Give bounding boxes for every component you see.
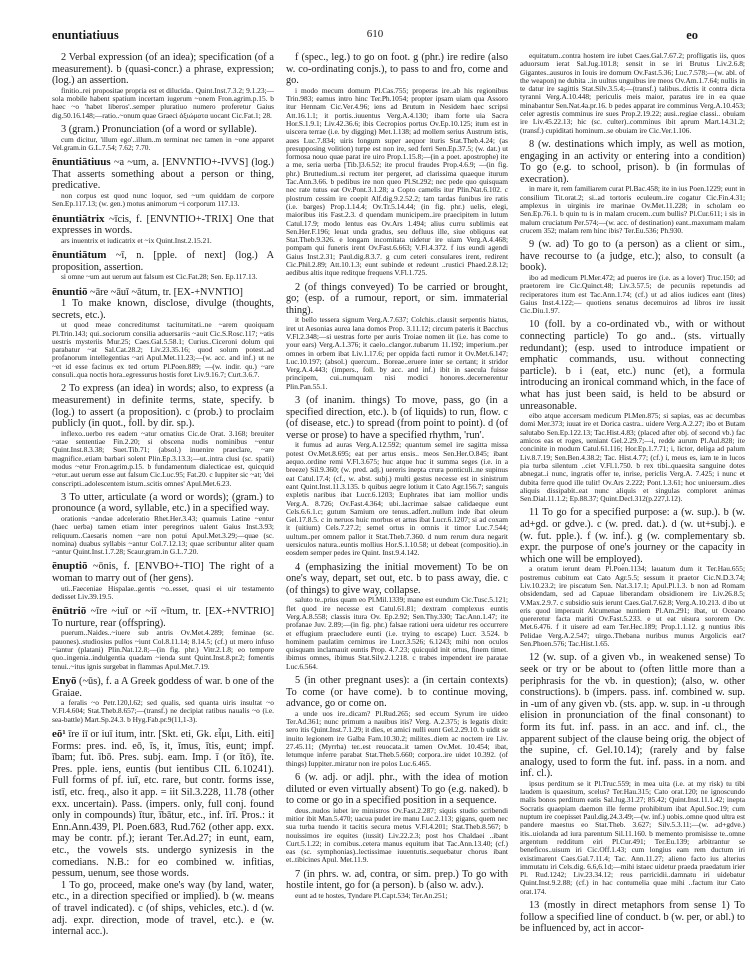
sense-definition: 10 (foll. by a co-ordinated vb., with or without connecting particle) To go and.. (sts. virtually redundant); (esp. used to introduce impatient or emphatic commands, usu. without connecting particle). b i (eat, etc.) nunc (et), a formula introducing an ironical command which, in the face of what has just been said, is held to be absurd or unreasonable. [520,319,745,412]
sense-definition: 3 (gram.) Pronunciation (of a word or syllable). [61,123,257,135]
citation-block: puerum..Naides..~iuere sub antris Ov.Met.4.289; feminae (sc. pauones)..studiosius pullos ~iunt Col.8.11.14; 8.14.5; (cf.) ut mero infuso ~iantur (platani) Plin.Nat.12.8;—(in fig. phr.) Vitr.2.1.8; eo tempore quo..ingenia..indulgentia quadam ~ienda sunt Quint.Inst.8.pr.2; fomentis tenui..~itus ignis surgebat in flammas Apul.Met.7.19. [52,628,274,671]
citation-block: si omne ~um aut uerum aut falsum est Cic.Fat.28; Sen. Ep.117.13. [61,272,258,282]
dictionary-entry [52,606,274,629]
dictionary-entry [52,729,274,880]
sense-definition: f (spec., leg.) to go on foot. g (phr.) ire redire (also w. co-ordinating conjs.), to pass to and fro, come and go. [286,52,508,87]
dictionary-entry [52,157,274,192]
citation-block: ibo ad medicum Pl.Mer.472; ad pueros ire (i.e. as a lover) Truc.150; ad praetorem ire Cic.Quinct.48; Liv.3.57.5; de pecuniis repetundis ad reciperatores itum est Tac.Ann.1.74; (cf.) ut ad alios iudices eant (lites) Gaius Inst.4.122;— quotiens senatus decemuiros ad libros ire iussit Cic.Diu.1.97. [520,272,745,316]
column-1 [52,52,274,938]
citation-block: saluto te..prius quam eo Pl.Mil.1339; mane est eundum Cic.Tusc.5.121; flet quod ire necesse est Catul.61.81; dextram complexus euntis Verg.A.8.558; classis itura Ov. Ep.2.92; Sen.Thy.330; Tac.Ann.1.47; ite profanae Juv. 2.89;—(in fig. phr.) falsae rationi uera uidetur res occurrere et effugium praecludere eunti (i.e. trying to escape) Lucr. 3.524. b hominem paulatim cernimus ire Lucr.3.526; 6.1243; mihi non oculos quisquam inclamauit euntis Prop. 4.7.23; quicquid init ortus, finem timet. ibimus omnes, ibimus Stat.Silv.2.1.218. c trabes impendent ire paratae Luc.6.564. [286,595,508,671]
citation-block: a feralis ~o Petr.120,l.62; sed qualis, sed quanta uiris insultat ~o V.Fl.4.604; Stat.Theb.8.657;—(transf.) ne decipiat ratibus naualis ~o (i.e. sea-battle) Mart.Sp.24.3. b Hyg.Fab.pr.9(11,1-3). [52,698,274,724]
sense-definition: 9 (w. ad) To go to (a person) as a client or sim., have recourse to (a judge, etc.); also, to consult (a book). [520,239,745,274]
sense-definition: 5 (in other pregnant uses): a (in certain contexts) To come (or have come). b to continue moving, advance, go or come on. [286,675,508,710]
sense-definition: 13 (mostly in direct metaphors from sense 1) To follow a specified line of conduct. b (w. per, or abl.) to be influenced by, act in accor- [520,900,745,935]
entry-text: ~īcis, f. [ENVNTIO+-TRIX] One that expresses in words. [52,213,274,237]
citation-block: ut quod meae concreditumst taciturnitati..ne ~arem quoiquam Pl.Trin.143; qui..sociorum consilia aduersariis ~auit Cic.S.Rosc.117; ~atis uestris mysteriis Mur.25; Caes.Gal.5.58.1; Curius..Ciceroni dolum qui parabatur ~at Sal.Cat.28.2; Liv.23.35.16; quod solum potest..ad profanorum intellegentias ~ari Apul.Met.11.23;—(w. acc. and inf.) ut ne ~et id esse facinus ex ted ortum Pl.Poen.889; —(w. indir. qu.) ~are consuli..qua noctis hora..egressurus hostis foret Liv.9.16.7; Curt.3.6.7. [52,320,274,380]
running-head-last-word: eo [686,28,698,42]
headword: ēnuntiātrix [52,212,105,225]
sense-definition: 12 (w. sup. of a given vb., in weakened sense) To seek or try or be about to (often little more than a periphrasis for the vb. in question); (also, w. other constructions). b (impers. pass. inf. combined w. sup. in -um of any given vb. (sts. app. w. sup. in -u through elision in pronunciation of the final consonant) to form its fut. inf. pass. in an acc. and inf. cl., the apparent subject of the clause being orig. the object of the supine, cf. Gel.10.14); (rarely and by false analogy, used to form the fut. inf. pass. in a nom. and inf. cl.). [520,652,745,780]
citation-block: deus..nudos iubet ire ministros Ov.Fast.2.287; siquis studio scribendi mitior ibit Man.5.470; uacua pudet ire manu Luc.2.113; gigans, quem nec sua turba tuendo it tacitis secura metus V.Fl.4.201; Stat.Theb.8.567; b nouissimos ire equites (iussit) Liv.22.2.3; post hos Chaldaei ..ibant Curt.5.1.22; in cornibus..cetera manus equitum ibat Tac.Ann.13.40; (cf.) eas (sc. symphonias)..lectissimae iuuentutis..sequebatur chorus ibant et..tibicines Apul. Met.11.9. [286,805,508,865]
citation-block: ipsus perditum se it Pl.Truc.559; in mea uita (i.e. at my risk) tu tibi laudem is quaesitum, scelus? Ter.Hau.315; Cato orat.120; ne ignoscundo malis bonos perditum eatis Sal.Jug.31.27; 85.42; Quint.Inst.11.1.42; inepta Socratis quaepiam daemon ille ferme prohibitum ibat Apul.Soc.19; cum nuptum ire coepisset Paul.dig.24.3.49;—(w. inf.) uobis..omne quod ultra est pandere maestus eo Stat.Theb. 3.627; Silv.5.3.11;—(w. ad+gdve.) itis..uiolanda ad iura parentum Sil.11.160. b memento promisisse te..omne argentum redditum eiri Pl.Cur.491; Ter.Eu.139; arbitrantur se beneficos..uisum iri Cic.Off.1.43; cum longius eam rem ductum iri existimarent Caes.Gal.7.11.4; Tac. Ann.11.27; alieno facto ius alterius immutatu iri Cels.dig. 6.6,6.1d;—mihi istaec uidetur praeda praedatum irier Pl. Rud.1242; Liv.23.34.12; reus parricidii..damnatu iri uidebatur Quint.Inst.9.2.88; (cf.) in hac contumelia quae mihi ..factum itur Cato orat.174. [520,778,745,896]
headword: ēnuntiātiuus [52,156,111,169]
citation-block: uti..Faeceniae Hispalae..gentis ~o..esset, quasi ei uir testamento dedisset Liv.39.19.5. [52,583,274,601]
citation-block: a oratum ierunt deam Pl.Poen.1134; lauatum dum it Ter.Hau.655; postremus cubitum eat Cato Agr.5.5; sessum it praetor Cic.N.D.3.74; Liv.10.23.2; ire piscatum Sen. Nat.3.17.1; Apul.Pl.1.3. b non ad Romam obsidendam, sed ad Capuae liberandam obsidionem ire Liv.26.8.5; V.Max.2.9.7. c subsidio suis ierunt Caes.Gal.7.62.8; Verg.A.10.213. d ibo ut eris quod imperauit Alcumenae nuntiem Pl.Am.291; ibat, ut Oceano quereretur facta mariti Ov.Fast.5.233. e ut eat uisura sororem Ov. Met.6.476. f it uisere ad eam Ter.Hec.189; Prop.1.1.12. g nuntius ibis Pelidae Verg.A.2.547; uirgo..Thebana nuribus munus Argolicis eat? Sen.Phoen.576; Tac.Hist.1.65. [520,564,745,649]
entry-text: (~ūs), f. a A Greek goddess of war. b one of the Graiae. [52,675,274,699]
dictionary-entry [52,676,274,699]
headword: ēnūtriō [52,605,87,618]
citation-block: a unde uos ire..dicam? Pl.Rud.265; sed eccum Syrum ire uideo Ter.Ad.361; nunc primum a nauibus itis? Verg. A.2.375; is legatis dixit: sero itis Quint.Inst.7.1.29; it dies, et amici nulli eunt Gel.2.29.10. b uidit se inuito legionem ire Galba Fam.10.30.2; milites..diem ac noctem ire Liv. 27.45.11; (Myrrha) ter..est reuocata..it tamen Ov.Met. 10.454; ibat, letumque inferre parabat Stat.Theb.5.660; corpora..ire uidet 10.392. (of things) Iuppiter..miratur non ire polos Luc.6.465. [286,708,508,768]
headword: Enyō [52,674,77,687]
sense-definition: 6 (w. adj. or adjl. phr., with the idea of motion diluted or even virtually absent) To go (e.g. naked). b to come or go in a specified position in a sequence. [286,771,508,807]
citation-block: equitatum..contra hostem ire iubet Caes.Gal.7.67.2; profligatis iis, quos aduorsum ierat Sal.Jug.101.8; sensit in se iri Brutus Liv.2.6.8; Gigantes..ausuros in Iouis ire domum Ov.Fast.5.36; Luc.7.578;—(w. abl. of the weapon) ne dubita ..in uultus unguibus ire meos Ov.Am.1.7.64; nullis in te datur ire sagittis Stat.Silv.3.5.4;—(transf.) talibus..dictis it contra dicta tyranni Verg.A.10.448; periculis meis maior, paratus ire in ea quae minabantur Sen.Nat.4a.pr.16. b pedes apparat ire comminus Verg.A.10.453; celer agrestis comminus ire sues Prop.2.19.22; ausi..regiae classi.. obuiam ire Liv.45.22.13; hic (sc. culter)..comminus ibit aprum Mart.14.31.2; (transf.) cupiditati hominum..se obuiam ire Cic.Ver.1.106. [520,51,745,135]
citation-block: in mare it, rem familiarem curat Pl.Bac.458; ite in ius Poen.1229; eunt in consilium Tit.orat.2; si..ad tortoris eculeum..ire cogatur Cic.Fin.4.31; amplexus in uirginis ire marinae Ov.Met.11.228; in scholam eo Sen.Ep.76.1. b quin tu is in malam crucem..cum bullis? Pl.Cur.611; i sis in malum cruciatum Per.574;—(w. acc. of destination) eant..maxumam malam crucem 352; malam rem hinc ibis? Ter.Eu.536; Ph.930. [520,184,745,235]
citation-block: eunt ad te hostes, Tyndare Pl.Capt.534; Ter.An.251; [295,890,448,900]
sense-definition: 1 To make known, disclose, divulge (thoughts, secrets, etc.). [52,298,274,321]
dictionary-entry [52,287,274,299]
headword: ēnuntiātum [52,249,107,262]
running-head [52,28,698,44]
entry-text: ~ī, n. [pple. of next] (log.) A proposition, assertion. [52,250,274,273]
citation-block: finitio..rei propositae propria est et dilucida.. Quint.Inst.7.3.2; 9.1.23;—sola mobile habent spatium incertam iugerum ~onem Fron.agrim.p.15. b haec ~o 'habet liberos'..semper pluratiuo numero proferetur Gaius dig.50.16.148;—ratio..~onum quae Graeci ἀξιώματα uocant Cic.Fat.1; 28. [52,85,274,120]
entry-text: ~a ~um, a. [ENVNTIO+-IVVS] (log.) That asserts something about a person or thing, predicative. [52,157,274,192]
citation-block: cum dicitur, 'illum ego'..illum..m terminat nec tamen in ~one apparet Vel.gram.in G.L.7.54; 7.62; 7.70. [52,134,274,152]
sense-definition: 7 (in phrs. w. ad, contra, or sim. prep.) To go with hostile intent, go for (a person). b (also w. adv.). [286,868,508,892]
dictionary-entry [52,214,274,237]
column-2 [286,52,508,904]
running-head-first-word: enuntiatiuus [52,28,119,42]
sense-definition: 2 Verbal expression (of an idea); specification (of a measurement). b (quasi-concr.) a phrase, expression; (log.) an assertion. [52,52,274,87]
sense-definition: 8 (w. destinations which imply, as well as motion, engaging in an activity or entering into a condition) To go (e.g. to school, prison). b (in formulas of execration). [520,138,745,185]
sense-definition: 1 To go, proceed, make one's way (by land, water, etc., in a direction specified or implied). b (w. means of travel indicated). c (of ships, vehicles, etc.). d (w. adj. expr. direction, mode of travel, etc.). e (w. internal acc.). [52,879,274,938]
citation-block: ars inuentrix et iudicatrix et ~ix Quint.Inst.2.15.21. [61,235,212,245]
citation-block: i modo mecum domum Pl.Cas.755; properas ire..ab his regionibus Trin.983; eamus intro hinc Ter.Ph.1054; propter ipsam uiam qua Assoro itur Hennam Cic.Ver.4.96; iens ad Brutum in Nesidem haec scripsi Att.16.1.1; it portis..iuuentus Verg.A.4.130; ibam forte uia Sacra Hor.S.1.9.1; Liv.42.36.6; ibis Cecropios portus Ov.Ep.10.125; itum est in uiscera terrae (i.e. by digging) Met.1.138; ad mollem serius Austrum istis, aues Luc.7.834; uiris longum super aequor ituris Stat.Theb.4.24; (as presupposing volition) turpe est non ire, sed ferri Sen.Ep.37.5; (w. dat.) ut formosa nouo quae parat ire uiro Prop.1.15.8;—(in a poet. apostrophe) ite a me, seria uerba [Tib.]3.6.52; ite procul fraudes Prop.4.6.9; —(in fig. phr.) Bruttedium..si rectum iter pergeret, ad clarissima quaeque iturum Tac.Ann.3.66. b pedibus ire non queo Pl.St.292; nec pede quo quisquam nec rate tutus eat Ov.Pont.3.1.28; a Copto camelis itur Plin.Nat.6.102. c plostrum cessim ire coepit Alf.dig.9.2.52.2; tam tardas funibus ire ratis (i.e. barges) Prop.1.14.4; Ov.Tr.5.14.44; (in fig. phr.) uelis, elegi, maioribus itis Fast.2.3. d quendam municipem..ire praecipitem in lutum Catul.17.9; modo lentus eas Ov.Ars 1.494; alius curru sublimis eat Sen.Her.F.196; leuat unda gradus, seu defluus ille, siue obliquus eat Stat.Theb.9.326. e longam incomitata uidetur ire uiam Verg.A.4.468; pompam qui funeris irent Ov.Fast.6.663; V.Fl.4.372. f ius eundi agendi Gaius Inst.2.31; Paul.dig.8.3.7. g cum ceteri consulares irent, redirent Cic.Phil.2.89; Att.10.1.3; eunt subinde et redeunt ..rustici Phaed.2.8.12; aedibus altis itque reditque frequens V.Fl.1.725. [286,85,508,278]
sense-definition: 2 (of things conveyed) To be carried or brought, go; (esp. of a rumour, report, or sim. immaterial thing). [286,281,508,316]
citation-block: inflexo..uerbo res eadem ~atur ornatius Cic.de Orat. 3.168; breuiter ~atae sententiae Fin.2.20; si obscena nudis nominibus ~entur Quint.Inst.8.3.38; Suet.Tib.71; (absol.) inuenire praeclare, ~are magnifice..etiam barbari solent Plin.Ep.3.13.3;—ut..intra clusi (sc. spatii) modus ~etur Fron.agrim.p.15. b fundamentum dialecticae est, quicquid ~etur..aut uerum esse aut falsum Cic.Luc.95; Fat.20. c Iuppiter sic ~at; 'dei conscripti..adolescentem istum..scitis omnes' Apul.Met.6.23. [52,428,274,488]
citation-block: non corpus est quod nunc loquor, sed ~um quiddam de corpore Sen.Ep.117.13; (w. gen.) motus animorum ~i corporum 117.13. [52,190,274,209]
citation-block: eibo atque accersam medicum Pl.Men.875; si sapias, eas ac decumbas domi Mer.373; iuuat ire et Dorica castra.. uidere Verg.A.2.27; ibo et Butam salutabo Sen.Ep.122.13; Tac.Hist.4.83; (placed after obj. of second vb.) fac amicos eas et roges, ueniant Gel.2.29.7;—i, redde aurum Pl.Aul.828; ite concinite in modum Catul.61.116; Hor.Ep.1.7.71; i, lictor, deliga ad palum Liv.8.7.19; Sen.Ben.4.38.2; Tac. Hist.4.77; (cf.) i, meus es, iam te in lucos pia turba silentum ..ciet V.Fl.1.750. b rex tibi..quaesita sanguine dotes abnegat..i nunc, ingratis offer te, inrise, periclis Verg.A. 7.425; i nunc et dubita ferre quod ille tulit! Ov.Ars 2.222; Pont.1.3.61; hoc uniuersum..dies aliquis dissipabit..eat nunc aliquis et singulas comploret animas Sen.Dial.11.1.2; Ep.88.37; Quint.Decl.312(p.227,l.12). [520,411,745,504]
entry-text: ~āre ~āuī ~ātum, tr. [EX-+NVNTIO] [87,286,243,298]
sense-definition: 11 To go for a specified purpose: a (w. sup.). b (w. ad+gd. or gdve.). c (w. pred. dat.). d (w. ut+subj.). e (w. fut. pple.). f (w. inf.). g (w. complementary sb. expr. the purpose of one's journey or the capacity in which one will be employed). [520,507,745,565]
column-3 [520,52,745,935]
citation-block: it fumus ad auras Verg.A.12.592; quantum semel ire sagitta missa potest Ov.Met.8.695; eat per artus ensis.. meos Sen.Her.O.845; ibant aequo..ordine remi V.Fl.3.675; huc atque huc it summa seges (i.e. in a breeze) Sil.9.360; (w. pred. adj.) uereris inepta crura ponticuli..ne supinus eat Catul.17.4; (cf., w. abst. subj.) multi gestus necesse est in sinistrum eant Quint.Inst.11.3.135. b quibus aegre lotium it Cato Agr.156.7; sanguis expletis naribus ibat Lucr.6.1203; Euphrates ibat iam mollior undis Verg.A. 8.726; Ov.Fast.4.364; ubi..lacrimae salsae calidaeque eunt Cels.6.6.1.c; gutum Samium ore tenus..adfert..nullum inde ibat oleum Gel.17.8.5. c in neruos huic morbus et artus ibat Lucr.6.1207; si ad coxam it (uitium) Cels.7.27.2; semel ortus in omnis it timor Luc.7.544; uultum..per omnem pallor it Stat.Theb.7.360. d num rerum dura negarit uersiculos natura..euntis mollius Hor.S.1.10.58; ut debeat (compositio)..in eosdem semper pedes ire Quint. Inst.9.4.142. [286,440,508,558]
headword: eō¹ [52,728,66,741]
headword: ēnuntiō [52,285,88,298]
entry-text: ~īre ~iuī or ~iī ~ītum, tr. [EX-+NVTRIO] To nurture, rear (offspring). [52,606,274,629]
page-number: 610 [366,28,384,40]
sense-definition: 3 (of inanim. things) To move, pass, go (in a specified direction, etc.). b (of liquids) to run, flow. c (of disease, etc.) to spread (from point to point). d (of verse or prose) to have a specified rhythm, 'run'. [286,395,508,441]
sense-definition: 3 To utter, articulate (a word or words); (gram.) to pronounce (a word, syllable, etc.) in a specified way. [52,491,274,515]
entry-text: ~ōnis, f. [ENVBO+-TIO] The right of a woman to marry out of (her gens). [52,561,274,585]
dictionary-entry [52,561,274,584]
headword: ēnuptiō [52,560,88,573]
sense-definition: 4 (emphasizing the initial movement) To be on one's way, depart, set out, etc. b to pass away, die. c (of things) to give way, collapse. [286,561,508,596]
entry-text: īre iī or iuī itum, intr. [Skt. eti, Gk. εἶμι, Lith. eiti] Forms: pres. ind. eō, īs, it, īmus, ītis, eunt; impf. ībam; fut. ībō. Pres. subj. eam. Imp. ī (or ītō), īte. Pres. pple. iens, euntis (but ientibus CIL 6.10241). Full forms of pf. iuī, etc. rare, but contr. forms isse, istī, etc. freq., also it app. = iit Sil.3.228, 11.78 (other exx. uncertain). Pass. (impers. only, full conj. found only in compounds) ītur, ībātur, etc., inf. īrī. Pros.: it Enn.Ann.439, Pl. Poen.683, Rud.762 (other app. exx. may be contr. pf.); ierant Ter.Ad.27; in eunt, eam, etc., the vowels sts. undergo synizesis in the comedians. N.B.: for eo combined w. infitias, pessum, uenum, see those words. [52,729,274,880]
citation-block: it bello tessera signum Verg.A.7.637; Colchis..clausit serpentis hiatus, iret ut Aesonias aurea lana domos Prop. 3.11.12; circum pateris it Bacchus V.Fl.2.348;—si uestras forte per auris Troiae nomen iit (i.e. has come to your ears) Verg.A.1.376; it caelo..clangor..tubarum 11.192; imperium..per omnes in orbem ibat Liv.1.17.6; per oppida facti rumor it Ov.Met.6.147; Luc.10.197; (absol.) quercum.. Boreae..eruere inter se certant; it stridor Verg.A.4.443; (impers., foll. by acc. and inf.) ibit in saecula fuisse principem, cui..numquam nisi modici honores..decernerentur Plin.Pan.55.1. [286,315,508,391]
sense-definition: 2 To express (an idea) in words; also, to express (a measurement) in definite terms, state, specify. b (log.) to assert (a proposition). c (prob.) to proclaim publicly (in quot., foll. by dir. sp.). [52,383,274,430]
citation-block: orationis ~andae adceleratio Rhet.Her.3.43; quamuis Latine ~entur (haec uerba) tamen etiam inter peregrinos ualent Gaius Inst.3.93; reliquum..Caesaris nomen ~are non potui Apul.Met.3.29;—quae (sc. nomina) duabus syllabis ~antur Col.7.12.13; quae scribuntur aliter quam ~antur Quint.Inst.1.7.28; Scaur.gram.in G.L.7.20. [52,514,274,557]
dictionary-entry [52,250,274,273]
